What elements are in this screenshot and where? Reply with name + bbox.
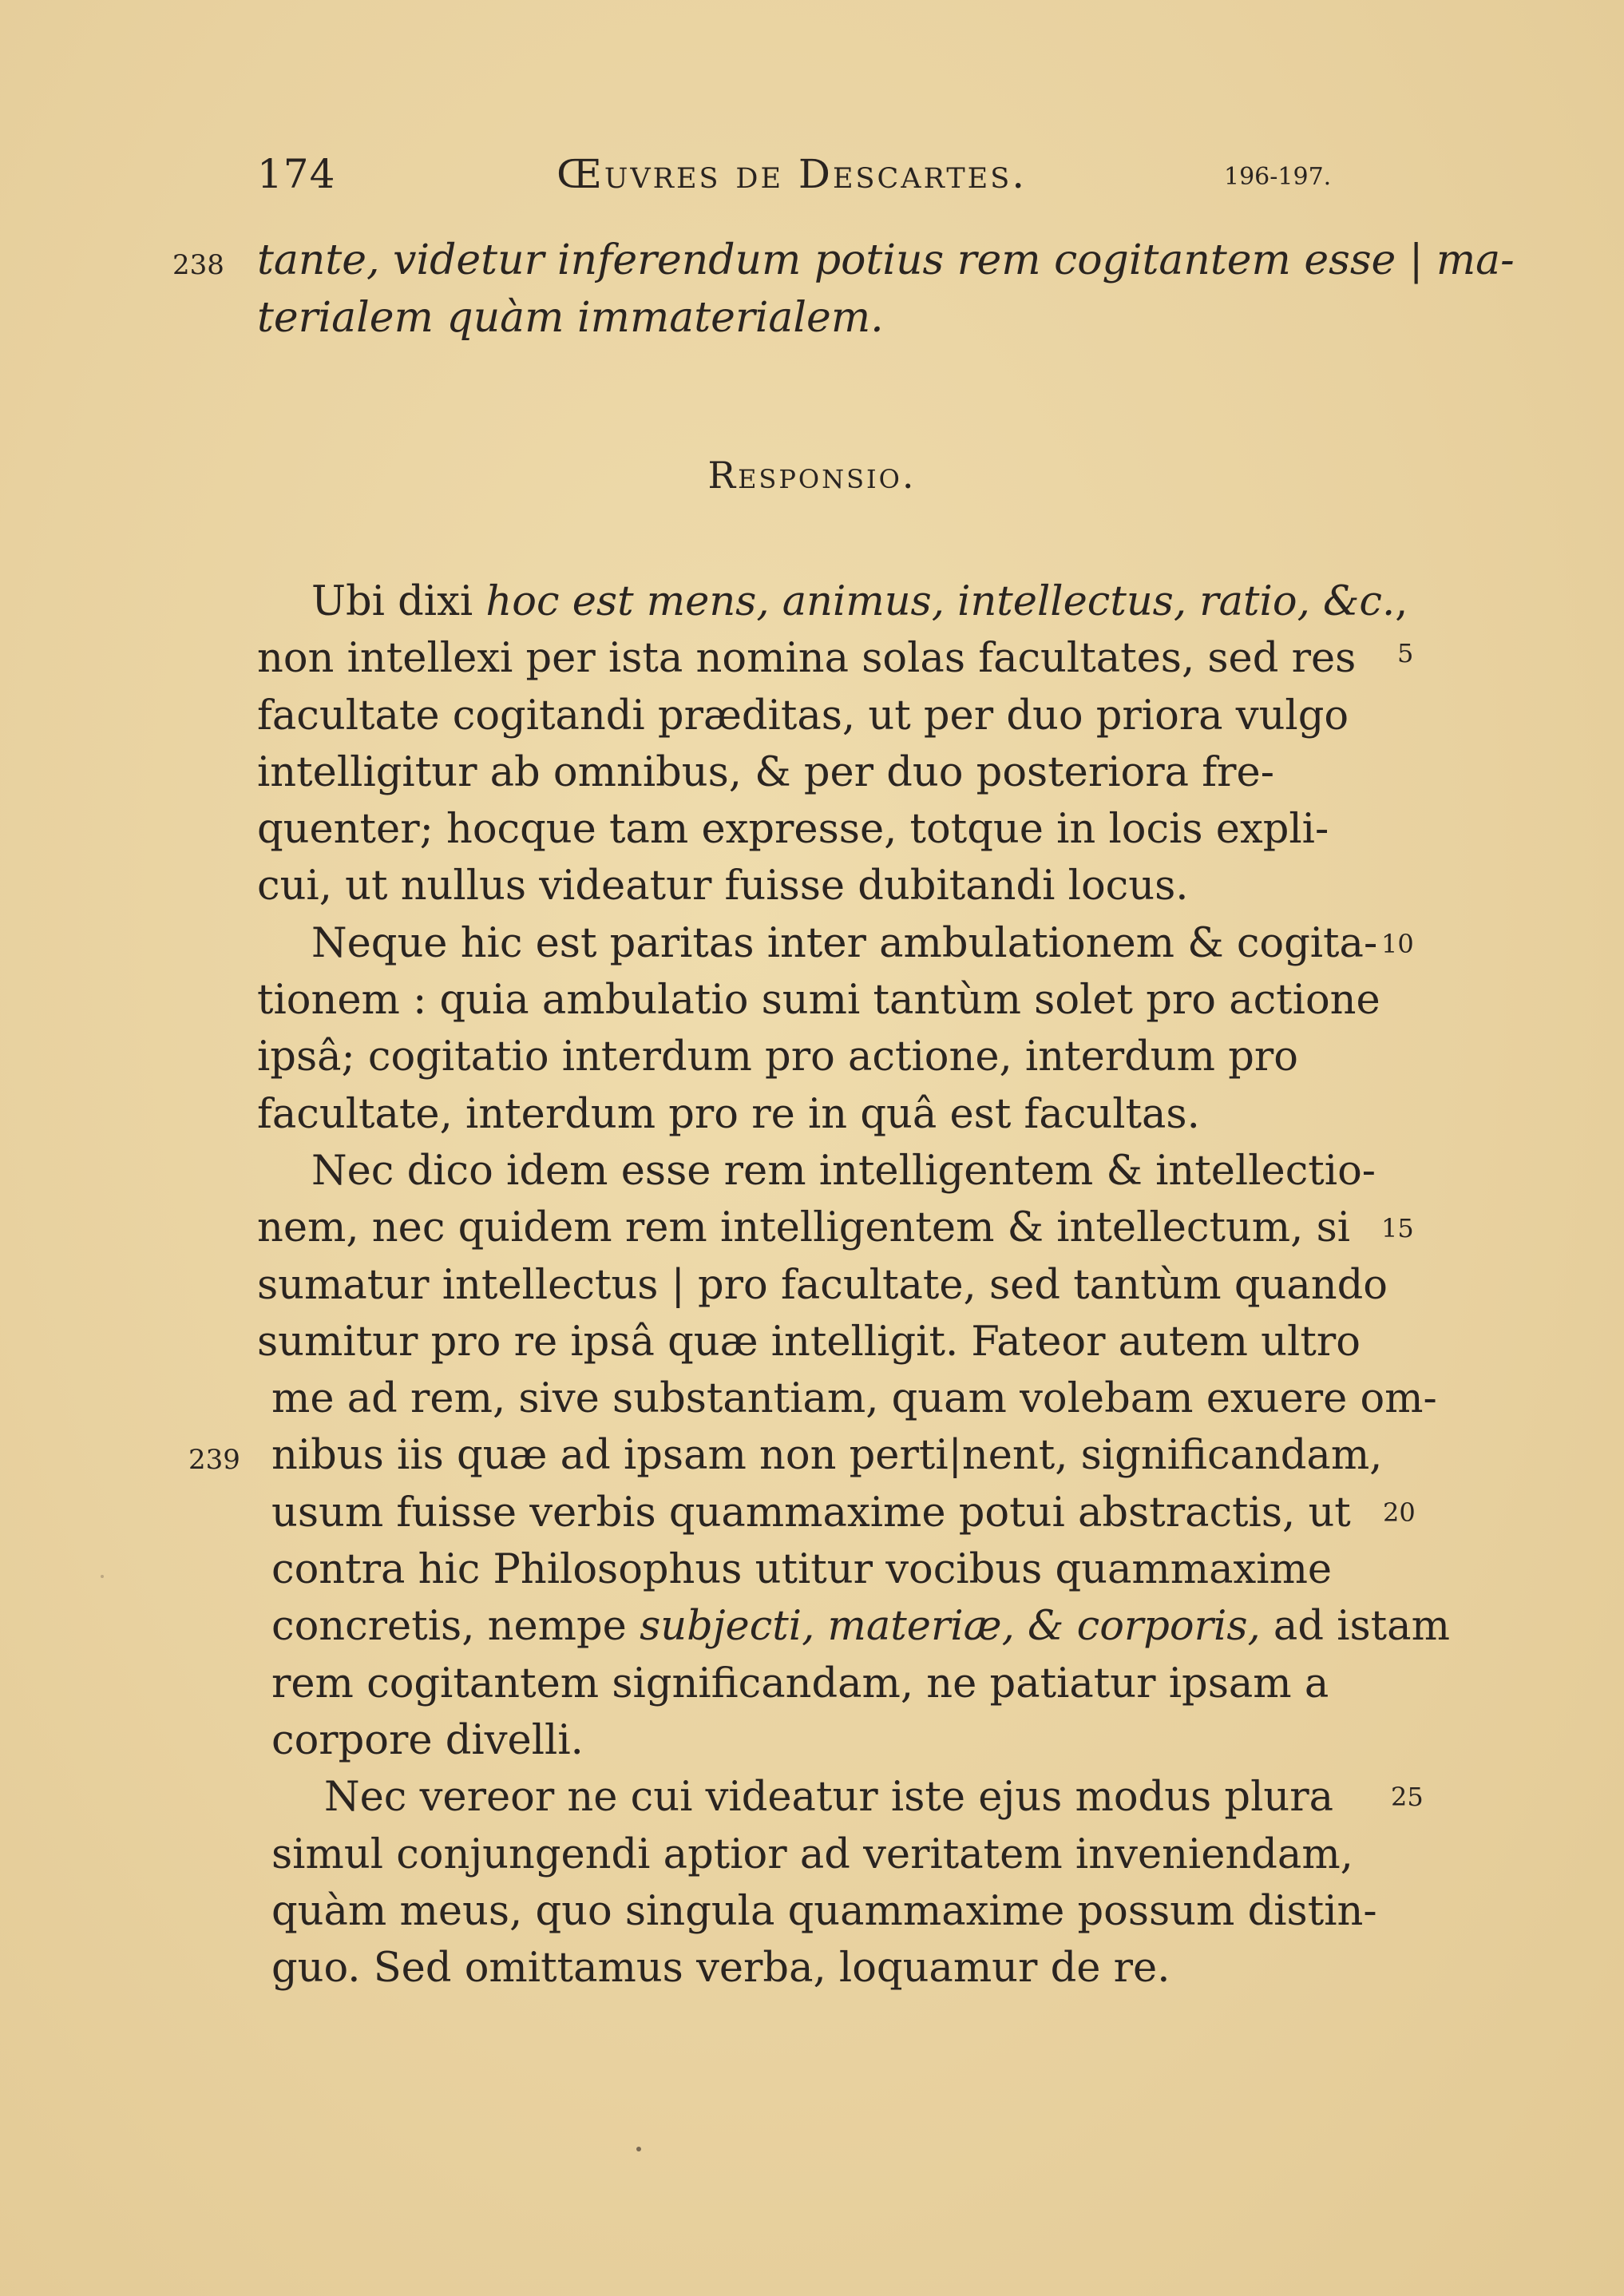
line-number-5: 5 (1397, 638, 1414, 668)
running-title: Œuvres de Descartes. (557, 151, 1028, 197)
margin-number-238: 238 (172, 249, 224, 281)
text-line: ipsâ; cogitatio interdum pro actione, interdum pro (257, 1033, 1298, 1081)
text-line: rem cogitantem significandam, ne patiatur ipsam a (271, 1660, 1329, 1707)
text-line: Nec dico idem esse rem intelligentem & intellectio- (311, 1147, 1376, 1195)
line-text: concretis, nempe (271, 1603, 640, 1651)
margin-number-239: 239 (188, 1444, 240, 1476)
text-line: quenter; hocque tam expresse, totque in locis expli- (257, 806, 1329, 854)
section-heading: Responsio. (707, 454, 917, 497)
page-number: 174 (257, 151, 336, 197)
text-line: non intellexi per ista nomina solas facultates, sed res (257, 635, 1357, 683)
objection-text (257, 232, 1515, 347)
text-line: nem, nec quidem rem intelligentem & intellectum, si (257, 1204, 1351, 1252)
page-range: 196-197. (1224, 163, 1332, 191)
text-line: Neque hic est paritas inter ambulationem & cogita- (311, 919, 1378, 967)
line-text: ad istam (1260, 1603, 1450, 1651)
text-line (257, 1598, 1450, 1655)
text-line: facultate cogitandi præditas, ut per duo priora vulgo (257, 692, 1349, 740)
text-line: facultate, interdum pro re in quâ est facultas. (257, 1090, 1200, 1138)
text-line: usum fuisse verbis quammaxime potui abstractis, ut (271, 1489, 1351, 1537)
text-line: Nec vereor ne cui videatur iste ejus modus plura (324, 1774, 1334, 1822)
text-line: cui, ut nullus videatur fuisse dubitandi locus. (257, 862, 1189, 910)
line-number-15: 15 (1381, 1213, 1414, 1243)
text-line (257, 573, 1408, 630)
line-text: Ubi dixi (311, 578, 486, 625)
text-line: me ad rem, sive substantiam, quam volebam exuere om- (271, 1375, 1437, 1423)
text-line: contra hic Philosophus utitur vocibus quammaxime (271, 1546, 1333, 1594)
text-line: corpore divelli. (271, 1716, 584, 1764)
line-italic-text: subjecti, materiæ, & corporis, (640, 1603, 1261, 1651)
line-text: , (1395, 578, 1408, 625)
paper-speck (636, 2147, 641, 2151)
line-number-25: 25 (1391, 1782, 1424, 1812)
text-line: guo. Sed omittamus verba, loquamur de re. (271, 1945, 1170, 1993)
line-number-10: 10 (1381, 929, 1414, 959)
text-line: quàm meus, quo singula quammaxime possum distin- (271, 1887, 1377, 1935)
text-line: intelligitur ab omnibus, & per duo posteriora fre- (257, 748, 1274, 796)
line-number-20: 20 (1383, 1497, 1416, 1528)
text-line: nibus iis quæ ad ipsam non perti|nent, significandam, (271, 1432, 1383, 1480)
text-line: simul conjungendi aptior ad veritatem inveniendam, (271, 1830, 1353, 1878)
paper-speck (101, 1575, 104, 1578)
objection-line: tante, videtur inferendum potius rem cogitantem esse | ma- (257, 236, 1515, 284)
line-italic-text: hoc est mens, animus, intellectus, ratio, &c. (485, 578, 1396, 625)
text-line: sumitur pro re ipsâ quæ intelligit. Fateor autem ultro (257, 1318, 1361, 1366)
text-line: sumatur intellectus | pro facultate, sed tantùm quando (257, 1261, 1388, 1309)
objection-line: terialem quàm immaterialem. (257, 294, 884, 342)
text-line: tionem : quia ambulatio sumi tantùm solet pro actione (257, 977, 1380, 1025)
